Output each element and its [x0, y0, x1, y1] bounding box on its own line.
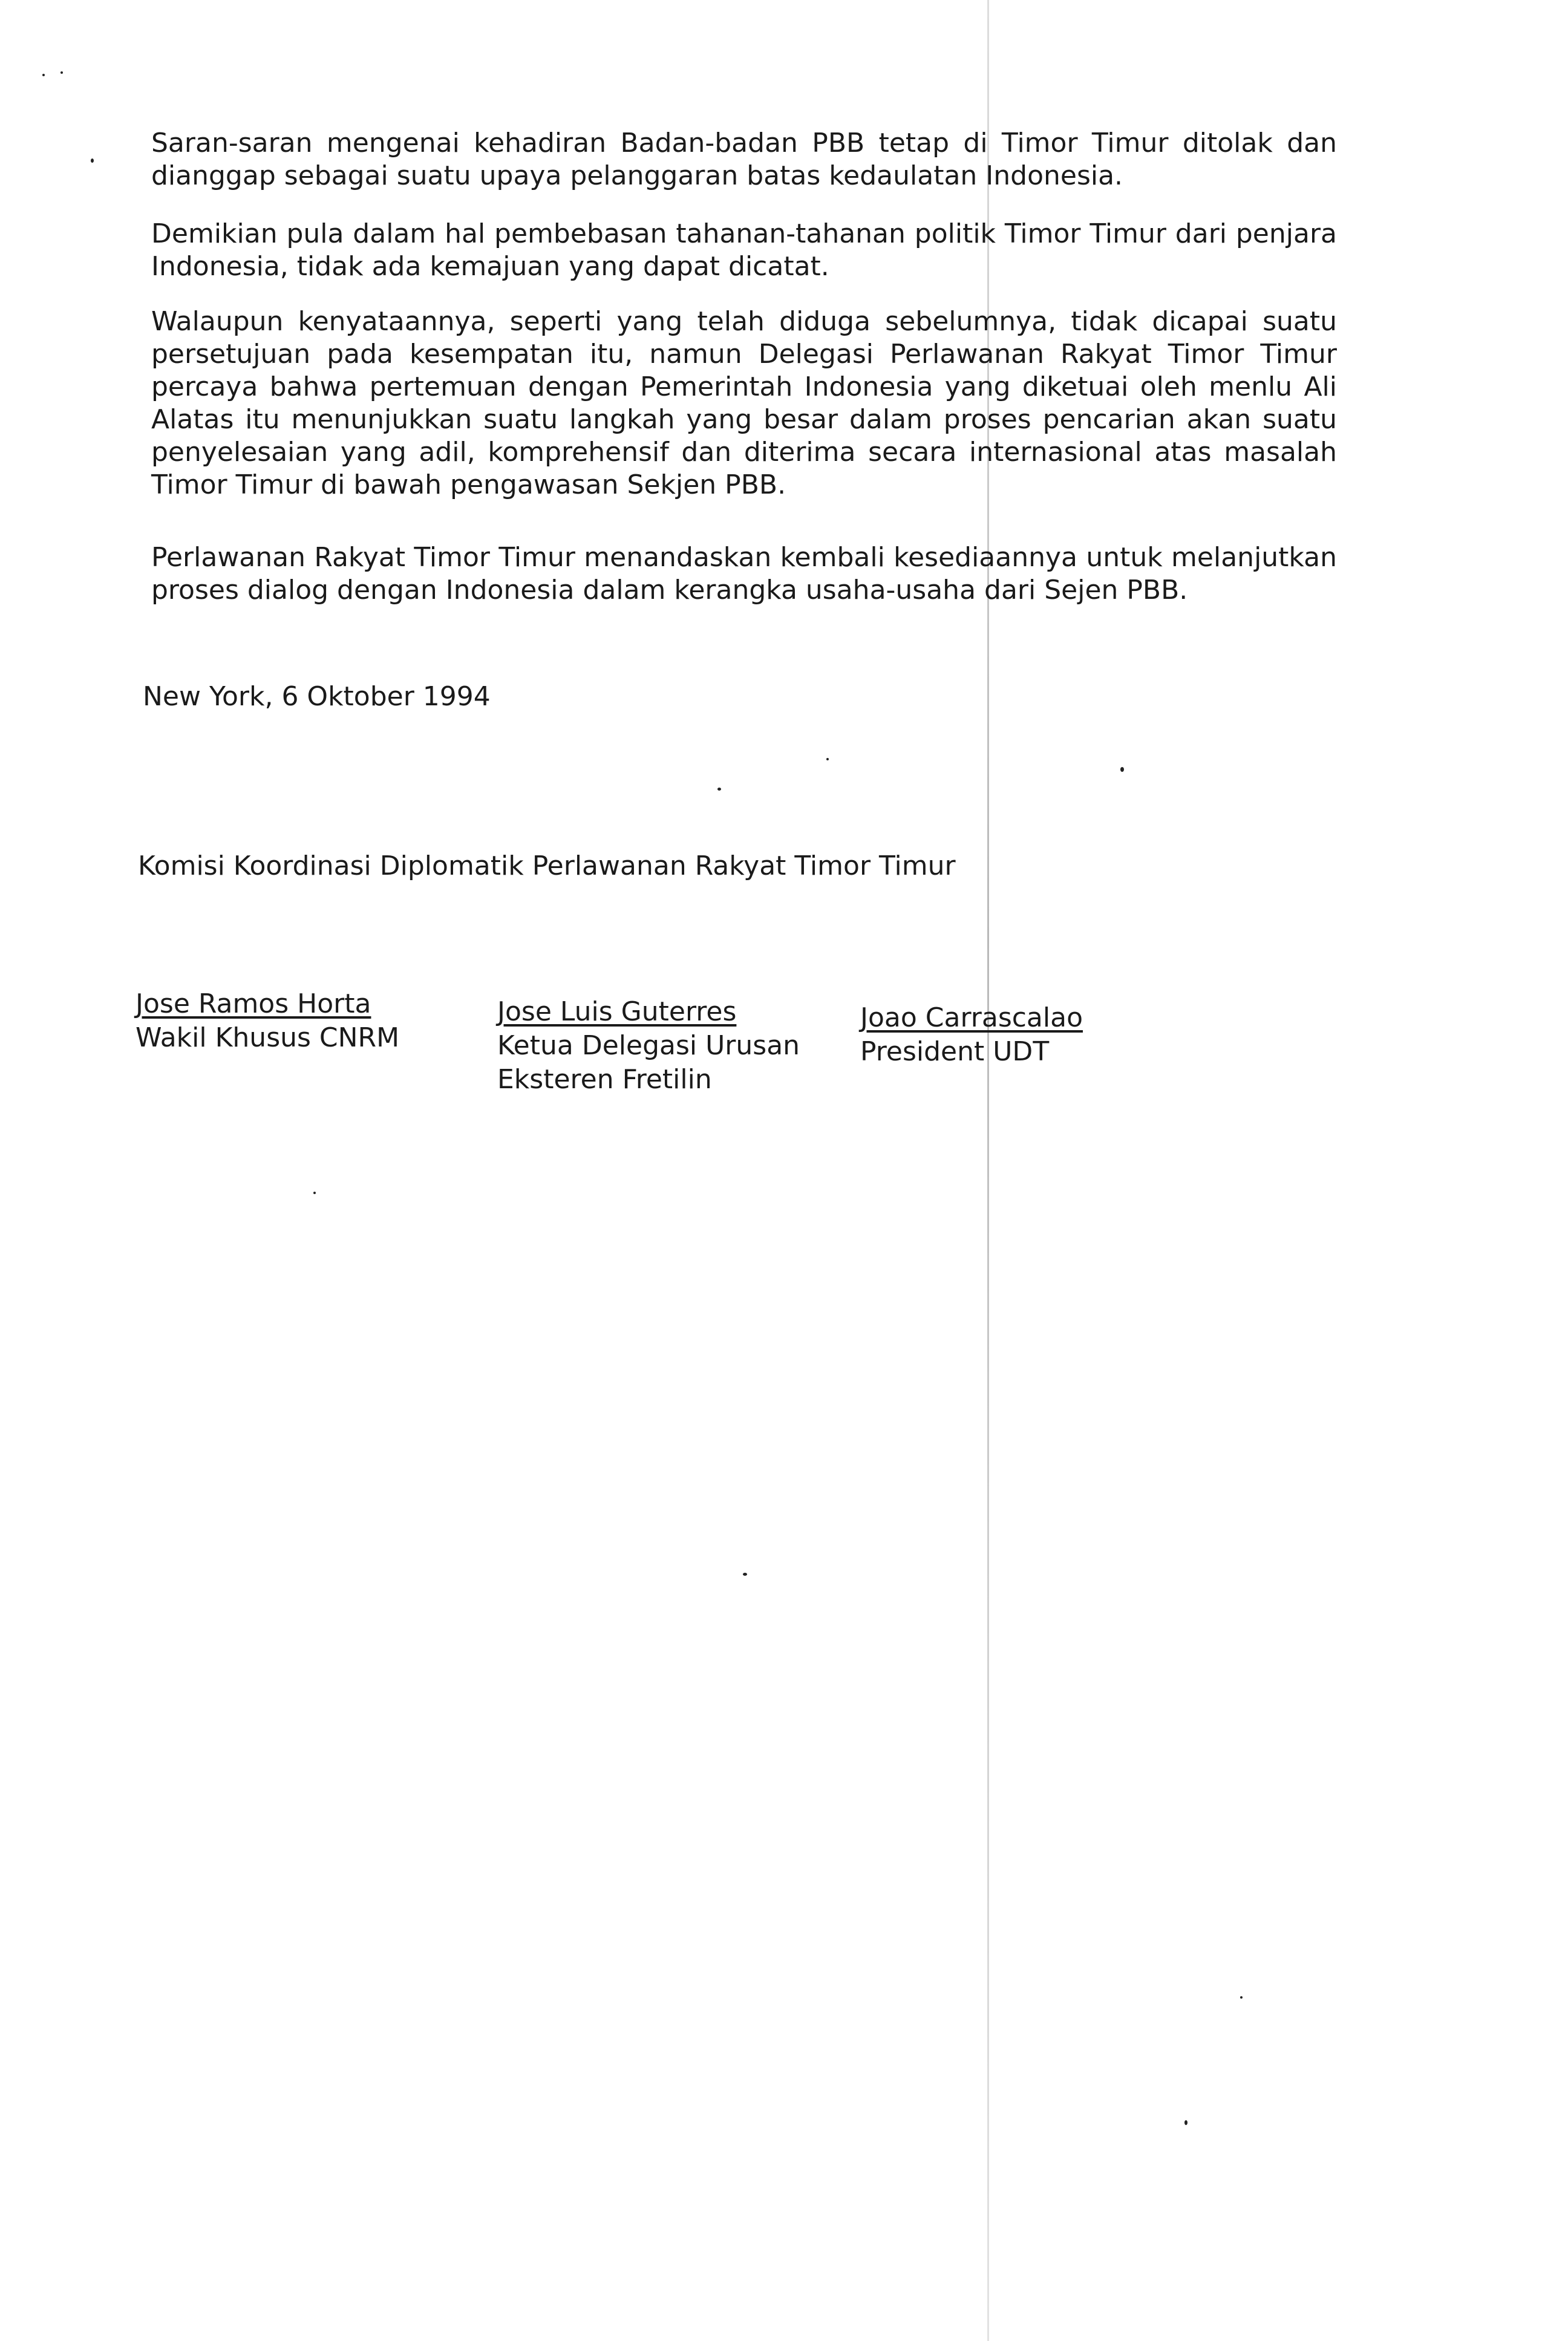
scan-speck: [743, 1573, 747, 1576]
paragraph-dialog-commitment: Perlawanan Rakyat Timor Timur menandaskan kembali kesediaannya untuk melanjutkan proses dialog dengan Indonesia dalam kerangka usaha-usaha dari Sejen PBB.: [151, 542, 1337, 606]
signatory-role: President UDT: [860, 1036, 1050, 1067]
signatory-block: [860, 1001, 1083, 1069]
signatory-name: Jose Ramos Horta: [136, 988, 371, 1019]
signatory-name: Joao Carrascalao: [860, 1002, 1083, 1033]
signatory-role: Ketua Delegasi Urusan Eksteren Fretilin: [497, 1030, 800, 1095]
paragraph-political-prisoners: Demikian pula dalam hal pembebasan tahanan-tahanan politik Timor Timur dari penjara Indonesia, tidak ada kemajuan yang dapat dicatat.: [151, 218, 1337, 282]
scan-speck: [313, 1192, 316, 1194]
scan-speck: [60, 71, 63, 74]
scan-speck: [1184, 2120, 1187, 2125]
signatory-role: Wakil Khusus CNRM: [136, 1022, 400, 1053]
organization-name: Komisi Koordinasi Diplomatik Perlawanan Rakyat Timor Timur: [138, 851, 956, 881]
paragraph-un-agencies: Saran-saran mengenai kehadiran Badan-badan PBB tetap di Timor Timur ditolak dan dianggap sebagai suatu upaya pelanggaran batas kedaulatan Indonesia.: [151, 128, 1337, 191]
scan-speck: [1120, 767, 1124, 772]
signatory-block: [136, 987, 399, 1055]
paragraph-meeting-outcome: Walaupun kenyataannya, seperti yang telah diduga sebelumnya, tidak dicapai suatu persetujuan pada kesempatan itu, namun Delegasi Perlawanan Rakyat Timor Timur percaya bahwa pertemuan dengan Pemerintah Indonesia yang diketuai oleh menlu Ali Alatas itu menunjukkan suatu langkah yang besar dalam proses pencarian akan suatu penyelesaian yang adil, komprehensif dan diterima secara internasional atas masalah Timor Timur di bawah pengawasan Sekjen PBB.: [151, 306, 1337, 500]
scan-speck: [1240, 1996, 1243, 1999]
scan-speck: [91, 158, 94, 163]
place-date: New York, 6 Oktober 1994: [143, 681, 491, 712]
scan-speck: [42, 74, 45, 76]
signatory-name: Jose Luis Guterres: [497, 996, 737, 1027]
scan-speck: [826, 758, 829, 760]
scan-speck: [717, 788, 721, 791]
signatory-block: [497, 995, 800, 1097]
